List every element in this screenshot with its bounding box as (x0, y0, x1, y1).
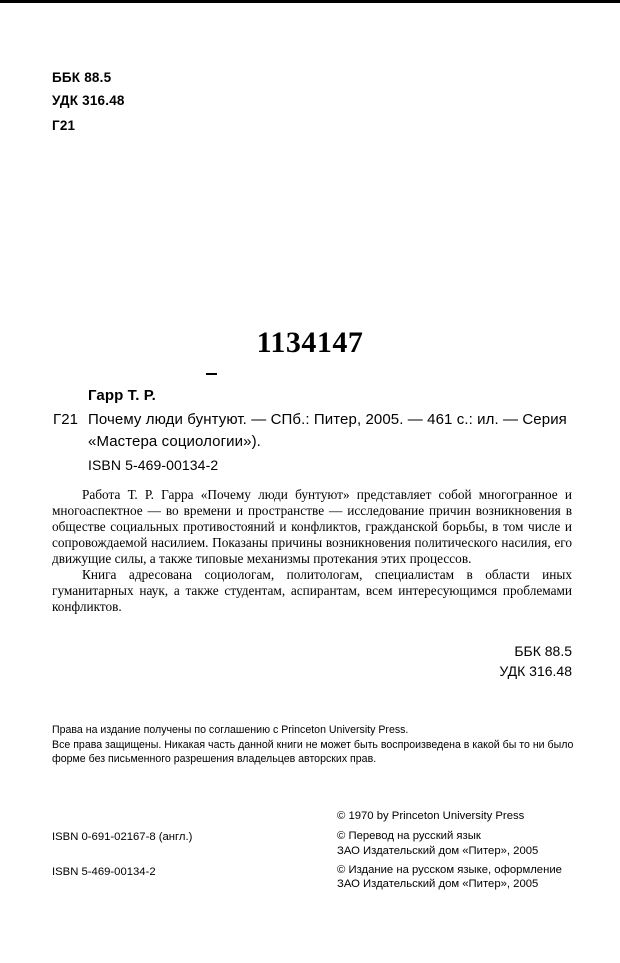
top-border-rule (0, 0, 620, 3)
copyright-translation: © Перевод на русский язык (337, 830, 481, 842)
bibliographic-description: Почему люди бунтуют. — СПб.: Питер, 2005. — 461 с.: ил. — Серия (88, 411, 567, 428)
annotation-paragraph: Книга адресована социологам, политологам, специалистам в области иных гуманитарных наук, а также студентам, аспирантам, всем интересующимся проблемами конфликтов. (52, 567, 572, 614)
udk-code: УДК 316.48 (52, 93, 125, 108)
udk-code-footer: УДК 316.48 (499, 663, 572, 679)
print-mark (206, 373, 217, 375)
rights-notice-line: форме без письменного разрешения владельцев авторских прав. (52, 753, 377, 765)
bibliographic-author: Гарр Т. Р. (88, 387, 156, 404)
rights-notice-line: Все права защищены. Никакая часть данной книги не может быть воспроизведена в какой бы то ни было (52, 739, 574, 751)
copyright-edition-publisher: ЗАО Издательский дом «Питер», 2005 (337, 878, 539, 890)
bibliographic-description-cont: «Мастера социологии»). (88, 433, 261, 450)
copyright-translation-publisher: ЗАО Издательский дом «Питер», 2005 (337, 845, 539, 857)
copyright-original: © 1970 by Princeton University Press (337, 810, 525, 822)
isbn-russian: ISBN 5-469-00134-2 (52, 866, 156, 878)
bibliographic-mark: Г21 (53, 411, 79, 428)
annotation-paragraph: Работа Т. Р. Гарра «Почему люди бунтуют» представляет собой многогранное и многоаспектное — во времени и пространстве — исследование причин возникновения в обществе социальных противостояний и конфликтов, гражданской борьбы, в том числе и сопровождаемой насилием. Показаны причины возникновения политического насилия, его движущие силы, а также типовые механизмы протекания этих процессов. (52, 487, 572, 566)
copyright-edition: © Издание на русском языке, оформление (337, 864, 562, 876)
bibliographic-isbn: ISBN 5-469-00134-2 (88, 457, 219, 473)
registration-number: 1134147 (256, 326, 364, 359)
annotation (52, 487, 572, 615)
author-mark: Г21 (52, 118, 76, 133)
bbk-code-footer: ББК 88.5 (514, 643, 572, 659)
rights-notice-line: Права на издание получены по соглашению с Princeton University Press. (52, 724, 409, 736)
isbn-english: ISBN 0-691-02167-8 (англ.) (52, 831, 193, 843)
bbk-code: ББК 88.5 (52, 70, 112, 85)
